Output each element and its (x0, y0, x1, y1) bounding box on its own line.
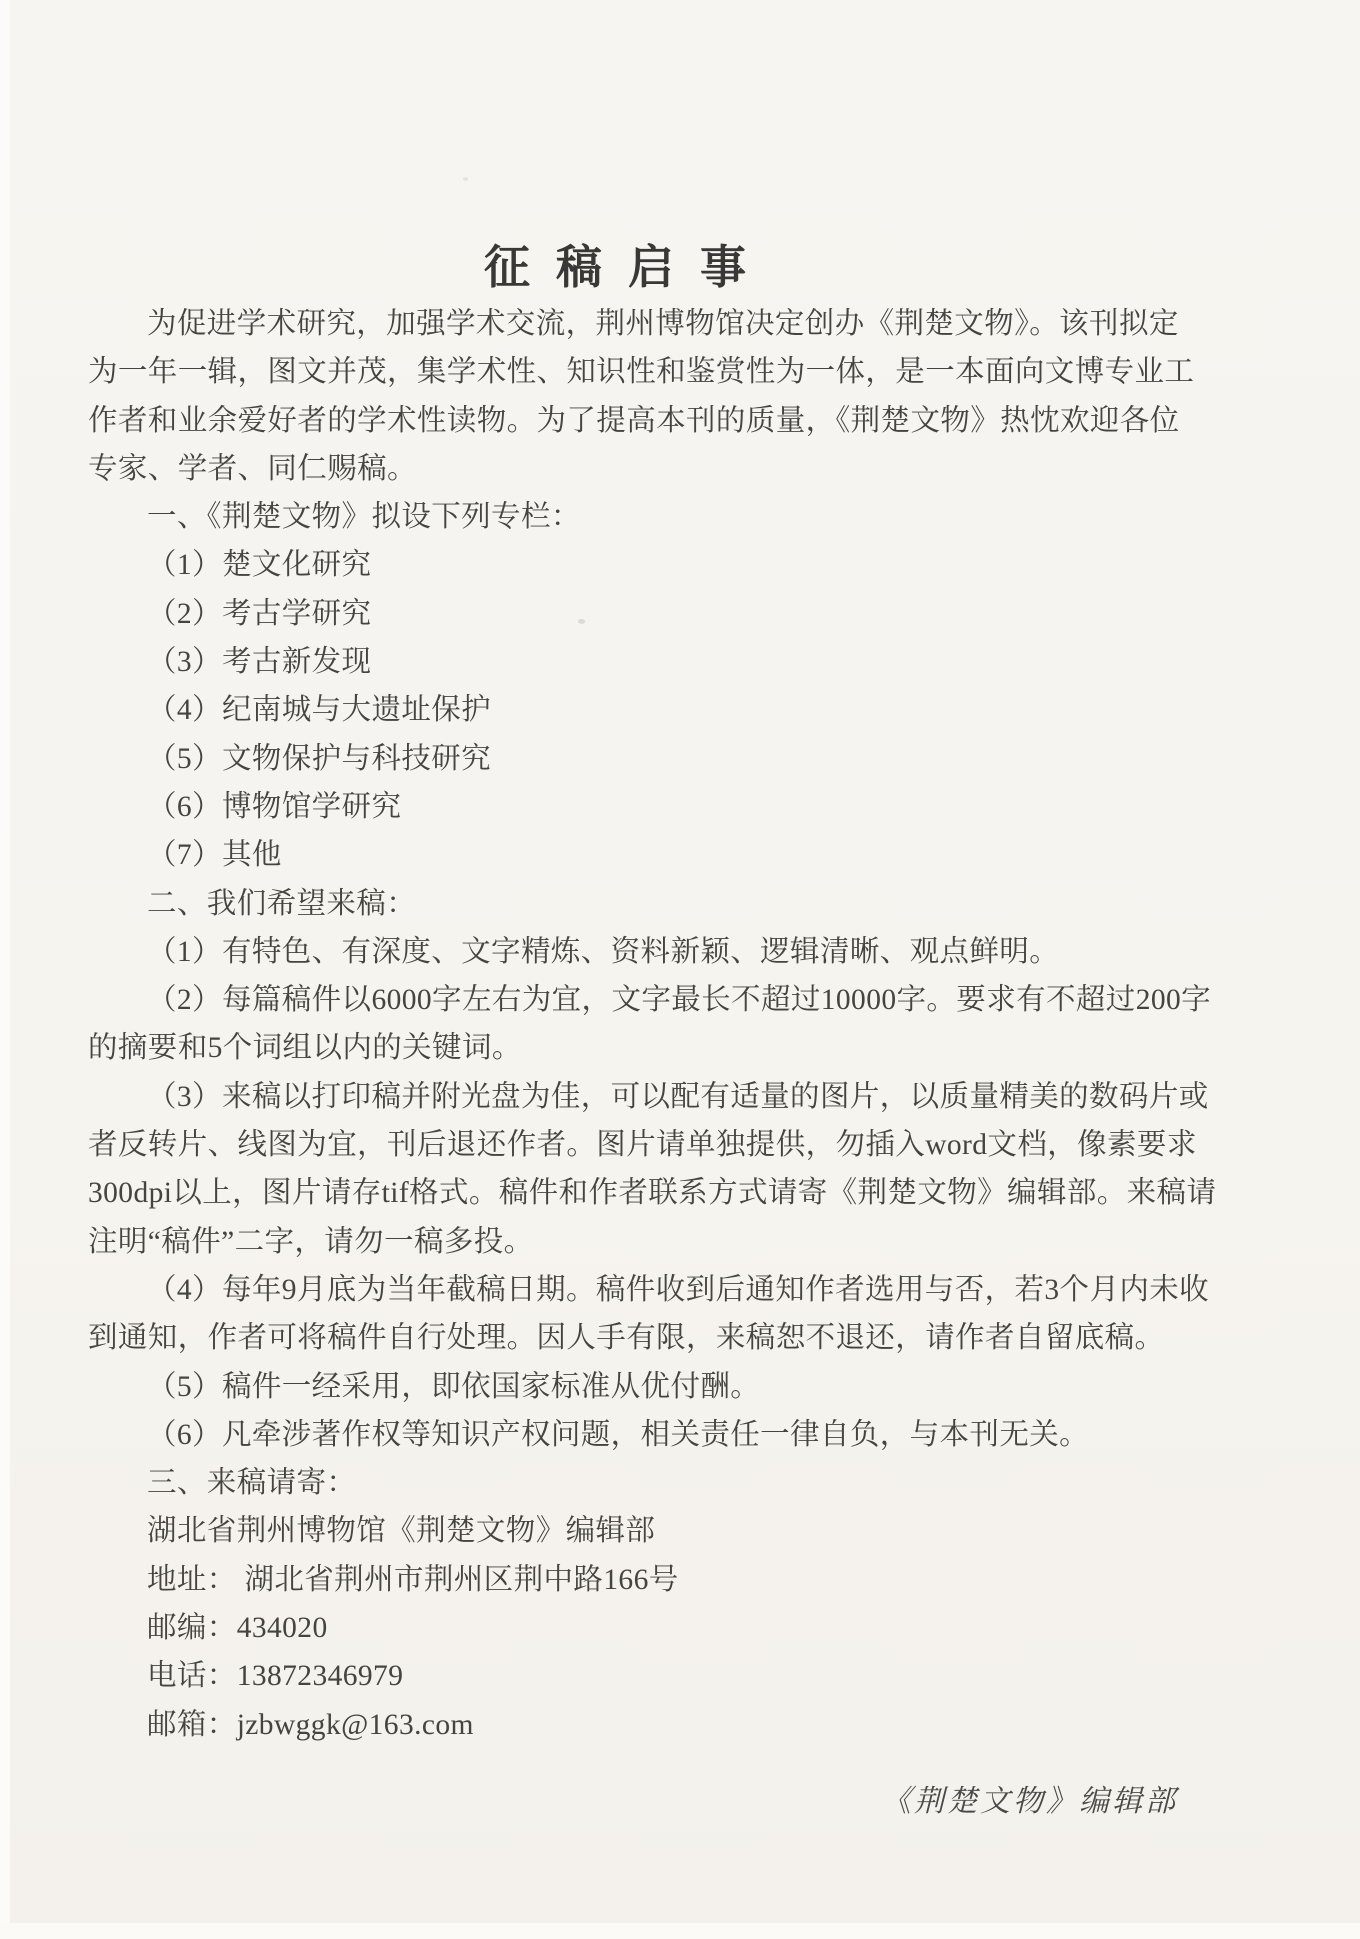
text-line: 作者和业余爱好者的学术性读物。为了提高本刊的质量，《荆楚文物》热忱欢迎各位 (88, 404, 1180, 437)
text-line: （1）楚文化研究 (147, 549, 372, 582)
text-line: 一、《荆楚文物》拟设下列专栏： (147, 501, 581, 534)
text-line: 湖北省荆州博物馆《荆楚文物》编辑部 (147, 1515, 656, 1548)
text-line: 为一年一辑，图文并茂，集学术性、知识性和鉴赏性为一体，是一本面向文博专业工 (88, 356, 1195, 389)
text-line: 二、我们希望来稿： (147, 887, 417, 920)
text-line: （7）其他 (147, 839, 282, 872)
text-line: 电话：13872346979 (147, 1660, 404, 1693)
text-line: 为促进学术研究，加强学术交流，荆州博物馆决定创办《荆楚文物》。该刊拟定 (147, 308, 1179, 340)
text-line: （5）文物保护与科技研究 (147, 742, 492, 775)
text-line: 到通知，作者可将稿件自行处理。因人手有限，来稿恕不退还，请作者自留底稿。 (88, 1322, 1165, 1355)
text-line: （3）考古新发现 (147, 646, 372, 679)
text-line: 者反转片、线图为宜，刊后退还作者。图片请单独提供，勿插入word文档，像素要求 (88, 1129, 1197, 1162)
text-line: （4）纪南城与大遗址保护 (147, 694, 492, 727)
text-line: （3）来稿以打印稿并附光盘为佳，可以配有适量的图片，以质量精美的数码片或 (147, 1080, 1209, 1113)
text-line: 邮箱：jzbwggk@163.com (147, 1708, 474, 1741)
document-body (88, 300, 1218, 1749)
scan-edge-bottom (0, 1923, 1360, 1939)
text-line: （5）稿件一经采用，即依国家标准从优付酬。 (147, 1370, 761, 1403)
text-line: （2）考古学研究 (147, 597, 372, 630)
text-line: （4）每年9月底为当年截稿日期。稿件收到后通知作者选用与否，若3个月内未收 (147, 1273, 1210, 1306)
text-line: 300dpi以上，图片请存tif格式。稿件和作者联系方式请寄《荆楚文物》编辑部。来稿请 (88, 1177, 1217, 1210)
text-line: 注明“稿件”二字，请勿一稿多投。 (88, 1225, 534, 1258)
text-line: 地址： 湖北省荆州市荆州区荆中路166号 (147, 1563, 679, 1596)
text-line: （6）凡牵涉著作权等知识产权问题，相关责任一律自负，与本刊无关。 (147, 1418, 1090, 1451)
text-line: （6）博物馆学研究 (147, 790, 402, 823)
text-line: 邮编：434020 (147, 1612, 328, 1645)
text-line: 的摘要和5个词组以内的关键词。 (88, 1032, 522, 1065)
scan-speck (463, 177, 468, 181)
text-line: （1）有特色、有深度、文字精炼、资料新颖、逻辑清晰、观点鲜明。 (147, 935, 1060, 968)
page-title: 征稿启事 (484, 241, 772, 293)
text-line: 专家、学者、同仁赐稿。 (88, 452, 417, 485)
editorial-signature: 《荆楚文物》编辑部 (881, 1785, 1178, 1818)
text-line: （2）每篇稿件以6000字左右为宜，文字最长不超过10000字。要求有不超过200字 (147, 984, 1212, 1017)
text-line: 三、来稿请寄： (147, 1467, 357, 1500)
